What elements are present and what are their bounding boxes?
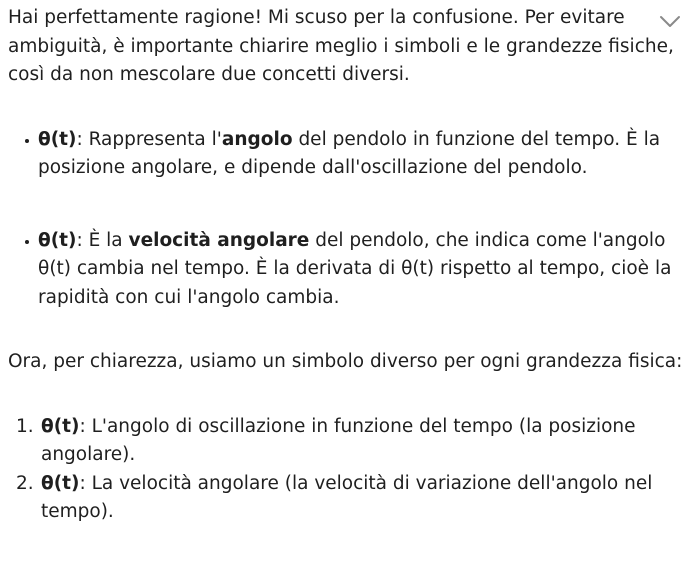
bold-concept: velocità angolare — [128, 229, 310, 251]
clarification-paragraph: Ora, per chiarezza, usiamo un simbolo diverso per ogni grandezza fisica: — [8, 351, 683, 372]
collapse-button[interactable] — [654, 8, 686, 36]
list-item — [8, 126, 692, 183]
definition-text: del pendolo in funzione del tempo. È la posizione angolare, e dipende dall'oscillazione del pendolo. — [38, 128, 661, 178]
list-item — [8, 413, 692, 470]
symbol-term: θ(t) — [38, 128, 77, 150]
list-item — [8, 227, 692, 313]
symbol-term: θ(t) — [38, 229, 77, 251]
definition-prefix: : Rappresenta l' — [76, 128, 222, 150]
item-text: : La velocità angolare (la velocità di variazione dell'angolo nel tempo). — [41, 472, 653, 522]
chevron-down-icon — [659, 15, 681, 29]
symbol-term: θ(t) — [41, 472, 80, 494]
definition-prefix: : È la — [76, 229, 129, 251]
definition-list — [8, 126, 692, 313]
intro-paragraph: Hai perfettamente ragione! Mi scuso per la confusione. Per evitare ambiguità, è importante chiarire meglio i simboli e le grandezze fisiche, così da non mescolare due concetti diversi. — [8, 7, 674, 85]
numbered-list — [8, 413, 692, 527]
chat-message — [8, 4, 692, 527]
list-number: 1. — [16, 415, 34, 437]
list-number: 2. — [16, 472, 34, 494]
definition-text: del pendolo, che indica come l'angolo θ(t) cambia nel tempo. È la derivata di θ(t) rispetto al tempo, cioè la rapidità con cui l'angolo cambia. — [38, 229, 672, 308]
symbol-term: θ(t) — [41, 415, 80, 437]
item-text: : L'angolo di oscillazione in funzione del tempo (la posizione angolare). — [41, 415, 636, 465]
bold-concept: angolo — [221, 128, 293, 150]
list-item — [8, 470, 692, 527]
